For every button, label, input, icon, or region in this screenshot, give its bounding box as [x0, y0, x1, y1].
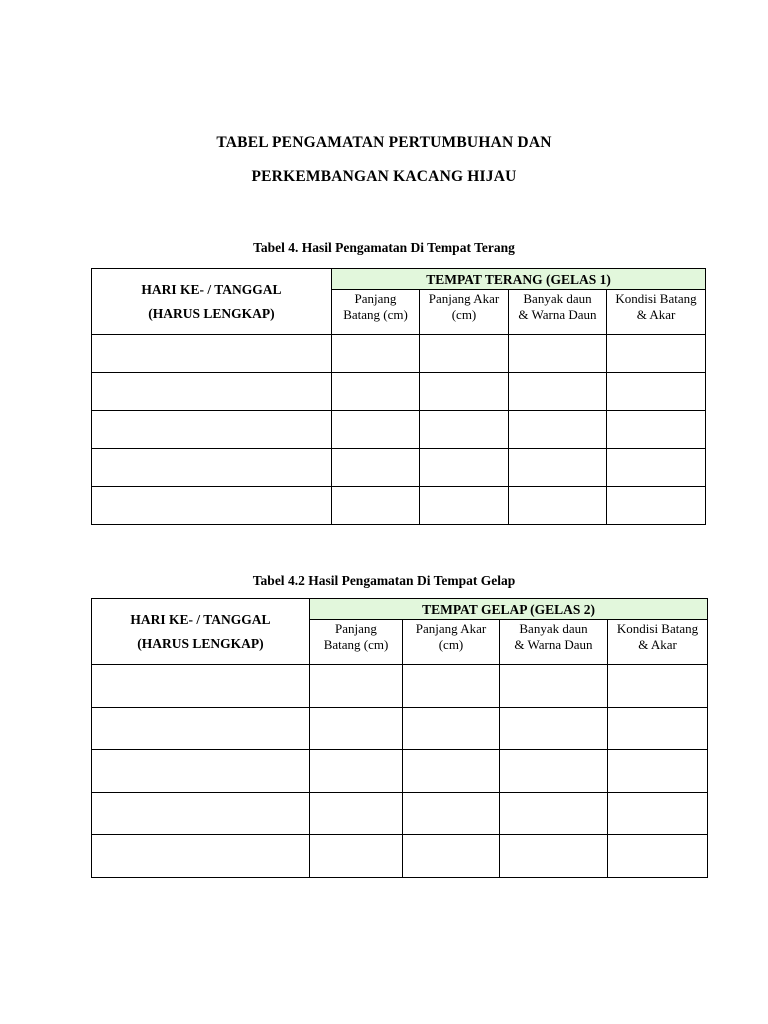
table-row — [92, 835, 708, 878]
table1-cell[interactable] — [420, 373, 509, 411]
table1-cell[interactable] — [420, 449, 509, 487]
table2-row-header-line2: (HARUS LENGKAP) — [137, 635, 264, 651]
table1-cell[interactable] — [509, 411, 607, 449]
table2-cell-day[interactable] — [92, 750, 310, 793]
table1-cell[interactable] — [607, 449, 706, 487]
col-label-line2: & Akar — [636, 307, 676, 322]
table2-group-header: TEMPAT GELAP (GELAS 2) — [310, 599, 708, 620]
table2-cell[interactable] — [403, 665, 500, 708]
table-row — [92, 793, 708, 835]
table2-cell[interactable] — [310, 793, 403, 835]
col-label-line2: (cm) — [451, 307, 477, 322]
table1-row-header — [92, 269, 332, 335]
table2-cell[interactable] — [310, 750, 403, 793]
table2-cell[interactable] — [403, 835, 500, 878]
col-label-line2: & Warna Daun — [518, 307, 597, 322]
table1-cell[interactable] — [607, 487, 706, 525]
table1-cell[interactable] — [332, 411, 420, 449]
table1-row-header-line2: (HARUS LENGKAP) — [148, 305, 275, 321]
table1-group-header: TEMPAT TERANG (GELAS 1) — [332, 269, 706, 290]
table2-cell-day[interactable] — [92, 708, 310, 750]
table2-cell[interactable] — [608, 665, 708, 708]
table-row — [92, 335, 706, 373]
table1-cell[interactable] — [509, 373, 607, 411]
table1-col-panjang-batang — [332, 290, 420, 335]
table2-cell[interactable] — [310, 835, 403, 878]
table2-cell[interactable] — [500, 793, 608, 835]
table1-cell[interactable] — [332, 335, 420, 373]
table2-observation-grid — [91, 598, 708, 878]
col-label-line1: Panjang Akar — [428, 291, 500, 306]
table1-cell[interactable] — [420, 487, 509, 525]
table2-cell[interactable] — [500, 750, 608, 793]
table2-col-panjang-akar — [403, 620, 500, 665]
table1-caption: Tabel 4. Hasil Pengamatan Di Tempat Terang — [253, 240, 515, 255]
table2-cell[interactable] — [500, 665, 608, 708]
table2-cell-day[interactable] — [92, 665, 310, 708]
document-title-line-1: TABEL PENGAMATAN PERTUMBUHAN DAN — [216, 134, 552, 151]
table1-cell[interactable] — [332, 487, 420, 525]
table-row — [92, 750, 708, 793]
col-label-line2: (cm) — [438, 637, 464, 652]
table-row — [92, 373, 706, 411]
table2-cell[interactable] — [403, 708, 500, 750]
table1-cell-day[interactable] — [92, 335, 332, 373]
table-row — [92, 449, 706, 487]
col-label-line2: Batang (cm) — [323, 637, 389, 652]
table1-cell[interactable] — [607, 373, 706, 411]
table2-cell[interactable] — [403, 750, 500, 793]
table1-cell[interactable] — [509, 335, 607, 373]
table2-cell[interactable] — [608, 835, 708, 878]
table2-cell[interactable] — [608, 793, 708, 835]
table1-cell[interactable] — [420, 411, 509, 449]
table1-col-kondisi — [607, 290, 706, 335]
table1-cell-day[interactable] — [92, 449, 332, 487]
table2-col-kondisi — [608, 620, 708, 665]
table2-cell[interactable] — [500, 708, 608, 750]
table-row — [92, 411, 706, 449]
table1-cell[interactable] — [607, 335, 706, 373]
table2-cell[interactable] — [310, 665, 403, 708]
col-label-line2: & Akar — [638, 637, 677, 652]
col-label-line2: & Warna Daun — [514, 637, 593, 652]
table-row — [92, 708, 708, 750]
table1-cell[interactable] — [420, 335, 509, 373]
table1-cell-day[interactable] — [92, 373, 332, 411]
table1-cell[interactable] — [332, 449, 420, 487]
col-label-line2: Batang (cm) — [343, 307, 408, 322]
table1-cell-day[interactable] — [92, 487, 332, 525]
table2-caption: Tabel 4.2 Hasil Pengamatan Di Tempat Gelap — [252, 573, 516, 588]
document-title-line-2: PERKEMBANGAN KACANG HIJAU — [251, 168, 517, 185]
col-label-line1: Kondisi Batang — [615, 291, 697, 306]
table2-cell-day[interactable] — [92, 835, 310, 878]
table2-cell[interactable] — [403, 793, 500, 835]
table1-row-header-line1: HARI KE- / TANGGAL — [141, 281, 282, 297]
table1-cell[interactable] — [509, 487, 607, 525]
col-label-line1: Kondisi Batang — [616, 621, 699, 636]
table1-col-banyak-daun — [509, 290, 607, 335]
table1-observation-grid — [91, 268, 706, 525]
col-label-line1: Panjang — [354, 291, 397, 306]
table-row — [92, 665, 708, 708]
table2-cell[interactable] — [608, 708, 708, 750]
table1-cell[interactable] — [509, 449, 607, 487]
col-label-line1: Panjang — [335, 621, 377, 636]
table1-cell[interactable] — [607, 411, 706, 449]
table2-row-header — [92, 599, 310, 665]
col-label-line1: Panjang Akar — [415, 621, 487, 636]
table2-col-panjang-batang — [310, 620, 403, 665]
table2-cell-day[interactable] — [92, 793, 310, 835]
table1-cell[interactable] — [332, 373, 420, 411]
table2-cell[interactable] — [500, 835, 608, 878]
table2-row-header-line1: HARI KE- / TANGGAL — [130, 611, 271, 627]
col-label-line1: Banyak daun — [523, 291, 592, 306]
table2-col-banyak-daun — [500, 620, 608, 665]
table1-col-panjang-akar — [420, 290, 509, 335]
table1-cell-day[interactable] — [92, 411, 332, 449]
table2-cell[interactable] — [310, 708, 403, 750]
col-label-line1: Banyak daun — [519, 621, 588, 636]
table-row — [92, 487, 706, 525]
table2-cell[interactable] — [608, 750, 708, 793]
